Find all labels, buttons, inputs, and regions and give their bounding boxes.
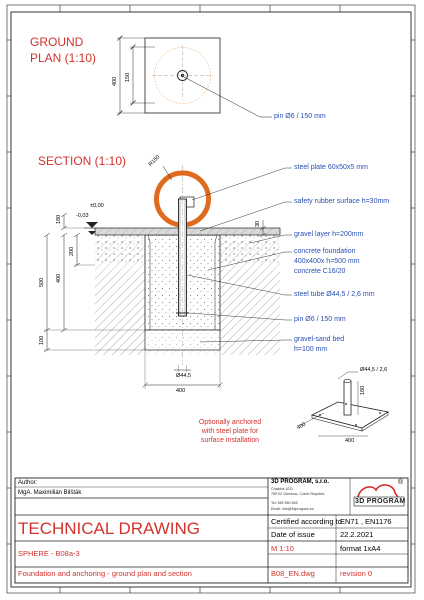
plan-dim-150: 150 xyxy=(125,72,131,82)
label-gravel-layer: gravel layer h=200mm xyxy=(294,231,364,238)
company-logo-text: 3D PROGRAM xyxy=(355,498,406,505)
section-dim-500: 500 xyxy=(39,277,45,287)
date-label: Date of issue xyxy=(271,530,315,539)
date-value: 22.2.2021 xyxy=(340,530,374,539)
section-dim-200: 200 xyxy=(69,246,75,256)
author-name: MgA. Maximilián Bilšták xyxy=(18,490,82,496)
label-concrete-3: concrete C16/20 xyxy=(294,268,346,275)
section-level-zero: ±0,00 xyxy=(90,203,104,209)
label-sand-1: gravel-sand bed xyxy=(294,336,345,343)
company-name: 3D PROGRAM, s.r.o. xyxy=(271,479,330,485)
company-line4: Email: info@3dprogram.eu xyxy=(271,507,314,511)
drawing-description: Foundation and anchoring - ground plan and section xyxy=(18,569,192,578)
revision-value: revision 0 xyxy=(340,569,373,578)
label-pin: pin Ø6 / 150 mm xyxy=(294,316,346,323)
label-steel-tube: steel tube Ø44,5 / 2,6 mm xyxy=(294,291,375,298)
product-name: SPHERE - B08a-3 xyxy=(18,549,80,558)
iso-note-line1: Optionally anchored xyxy=(198,419,262,426)
drawing-title: TECHNICAL DRAWING xyxy=(18,519,200,538)
section-dim-100: 100 xyxy=(39,335,45,345)
file-name: B08_EN.dwg xyxy=(271,569,315,578)
section-drawing xyxy=(44,165,292,389)
plan-dim-400: 400 xyxy=(112,76,118,86)
label-safety-surface: safety rubber surface h=30mm xyxy=(294,198,390,205)
author-label: Author: xyxy=(18,480,38,486)
ground-plan-title-line2: PLAN (1:10) xyxy=(30,51,97,65)
format-value: format 1xA4 xyxy=(340,544,381,553)
label-sand-2: h=100 mm xyxy=(294,346,328,353)
section-radius: R150 xyxy=(147,154,162,168)
iso-tube-dim: Ø44,5 / 2,6 xyxy=(360,367,388,373)
section-dim-width-400: 400 xyxy=(176,388,186,394)
iso-dim-400-bottom: 400 xyxy=(345,438,355,444)
ground-plan-drawing xyxy=(117,36,272,118)
label-concrete-1: concrete foundation xyxy=(294,248,356,255)
registered-mark: ® xyxy=(398,479,404,486)
company-line3: Tel: 582 550 845 xyxy=(271,501,298,505)
iso-dim-180: 180 xyxy=(360,385,366,395)
label-steel-plate: steel plate 60x50x5 mm xyxy=(294,164,368,171)
section-dim-tube: Ø44,5 xyxy=(176,373,191,379)
iso-note-line2: with steel plate for xyxy=(201,428,259,435)
ground-plan-title-line1: GROUND xyxy=(30,35,84,49)
section-dim-400: 400 xyxy=(56,273,62,283)
section-dim-30: 30 xyxy=(255,220,261,227)
section-level-minus: -0,03 xyxy=(76,213,89,219)
label-concrete-2: 400x400x h=500 mm xyxy=(294,258,360,265)
certified-value: EN71 , EN1176 xyxy=(340,517,392,526)
iso-plate-drawing xyxy=(299,372,388,436)
company-line1: Chaloha 1011 xyxy=(271,487,294,491)
scale-value: M 1:10 xyxy=(271,544,294,553)
iso-dim-400-left: 400 xyxy=(296,421,307,432)
section-dim-180: 180 xyxy=(56,214,62,224)
plan-pin-label: pin Ø6 / 150 mm xyxy=(274,113,326,120)
company-line2: 769 02 Olomouc, Czech Republic xyxy=(271,492,325,496)
iso-note-line3: surface installation xyxy=(201,437,259,444)
section-title: SECTION (1:10) xyxy=(38,154,127,168)
certified-label: Certified according to xyxy=(271,517,342,526)
